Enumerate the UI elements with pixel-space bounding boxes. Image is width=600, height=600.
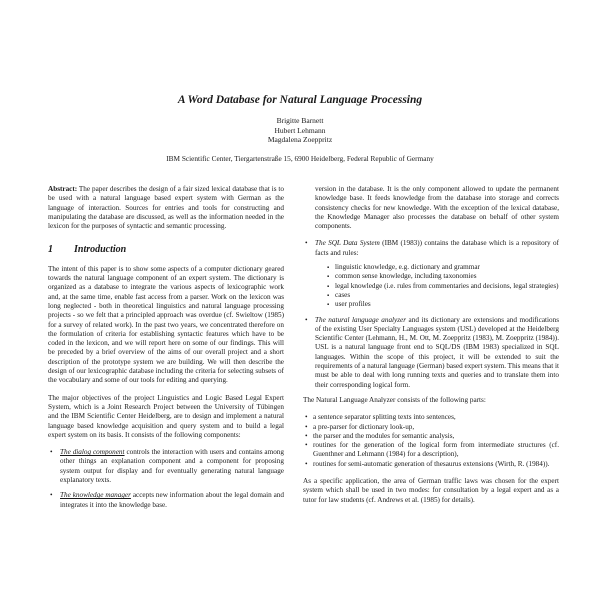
author-name: Brigitte Barnett xyxy=(276,116,324,125)
abstract-label: Abstract: xyxy=(48,185,78,193)
sub-list-item: ▪ legal knowledge (i.e. rules from commentaries and decisions, legal strategies) xyxy=(325,282,559,291)
analyzer-parts-list xyxy=(303,413,559,469)
list-item-text: and its dictionary are extensions and modifications of the existing User Specialty Languages system (USL) developed at the Heidelberg Scientific Center (Lehmann, H., M. Ott, M. Zoeppritz (1983), M. Zoeppritz (1984)). USL is a natural language front end to SQL/DS (IBM 1983) specialized in SQL languages. Within the scope of this project, it will be extended to suit the requirements of a natural language (German) based expert system. This means that it must be able to deal with long running texts and queries and to translate them into their corresponding logical form. xyxy=(315,315,560,389)
affiliation: IBM Scientific Center, Tiergartenstraße 15, 6900 Heidelberg, Federal Republic of Germany xyxy=(166,154,434,163)
sub-list-item: ▪ cases xyxy=(325,291,559,300)
author-name: Magdalena Zoeppritz xyxy=(267,135,333,144)
abstract xyxy=(48,185,284,231)
list-item-text: controls the interaction with users and contains among other things an explanation component and a component for proposing system output for display and for eventually generating natural language explanatory texts. xyxy=(60,448,284,485)
body-paragraph: version in the database. It is the only component allowed to update the permanent knowledge base. It feeds knowledge from the database into storage and corrects consistency checks for new knowledge. With the exception of the lexical database, the Knowledge Manager also processes the database on behalf of other system components. xyxy=(315,185,559,231)
list-item xyxy=(303,239,559,309)
body-paragraph: The intent of this paper is to show some aspects of a computer dictionary geared towards the natural language component of an expert system. The dictionary is organized as a database to integrate the various aspects of lexicographic work and, at the same time, enable fast access from a parser. Work on the lexicon was long neglected - both in theoretical linguistics and natural language processing projects - so we felt that a principled approach was overdue (cf. Swieltow (1985) for a survey of related work). In the past two years, we concentrated therefore on the formulation of criteria for establishing syntactic features which have to be coded in the lexicon, and we will report here on some of our findings. This will be preceded by a brief overview of the aims of our overall project and a short description of the prototype system we are building. We will then describe the design of our lexicographic database including the criteria for selecting subsets of the vocabulary and some of our tools for editing and querying. xyxy=(48,264,284,385)
sub-list-item: ▪ linguistic knowledge, e.g. dictionary and grammar xyxy=(325,263,559,272)
component-list xyxy=(303,239,559,389)
section-title: Introduction xyxy=(74,244,127,256)
right-column xyxy=(303,185,559,513)
paper-title: A Word Database for Natural Language Processing xyxy=(177,94,423,106)
list-item-text: (IBM (1983)) contains the database which is a repository of facts and rules: xyxy=(315,239,559,257)
sub-list-item: ▪ user profiles xyxy=(325,300,559,309)
list-item-lead: The natural language analyzer xyxy=(315,315,407,324)
author-name: Hubert Lehmann xyxy=(274,125,326,135)
list-item-lead: The SQL Data System xyxy=(315,239,380,248)
left-column xyxy=(48,185,284,516)
section-heading xyxy=(48,245,284,254)
list-item xyxy=(48,491,284,510)
list-item xyxy=(303,316,559,390)
list-item: • routines for the generation of the logical form from intermediate structures (cf. Guenthner and Lehmann (1984) for a description), xyxy=(303,441,559,460)
section-number: 1 xyxy=(48,244,53,256)
list-item: • a sentence separator splitting texts into sentences, xyxy=(303,413,559,422)
sub-list-item: ▪ common sense knowledge, including taxonomies xyxy=(325,272,559,281)
list-item: • a pre-parser for dictionary look-up, xyxy=(303,423,559,432)
list-item xyxy=(48,448,284,485)
body-paragraph: As a specific application, the area of German traffic laws was chosen for the expert system which shall be used in two modes: for consultation by a legal expert and as a tutor for law students (cf. Andrews et al. (1985) for details). xyxy=(303,477,559,504)
list-item: • the parser and the modules for semantic analysis, xyxy=(303,432,559,441)
list-item-lead: The knowledge manager xyxy=(60,491,131,500)
abstract-text: The paper describes the design of a fair sized lexical database that is to be used with a natural language based expert system with German as the language of interaction. Sources for entries and tools for constructing and manipulating the database are discussed, as well as the information needed in the lexicon for the purposes of syntactic and semantic processing. xyxy=(48,185,285,231)
component-list xyxy=(48,448,284,510)
body-paragraph: The major objectives of the project Linguistics and Logic Based Legal Expert System, which is a Joint Research Project between the University of Tübingen and the IBM Scientific Center Heidelberg, are to design and implement a natural language based knowledge acquisition and query system and to build a legal expert system on its basis. It consists of the following components: xyxy=(48,393,284,439)
list-item: • routines for semi-automatic generation of thesaurus extensions (Wirth, R. (1984)). xyxy=(303,460,559,469)
sub-list xyxy=(325,263,559,309)
author-list xyxy=(0,116,600,145)
body-paragraph: The Natural Language Analyzer consists of the following parts: xyxy=(303,395,486,404)
list-item-text: accepts new information about the legal domain and integrates it into the knowledge base. xyxy=(60,491,284,509)
list-item-lead: The dialog component xyxy=(60,448,125,457)
